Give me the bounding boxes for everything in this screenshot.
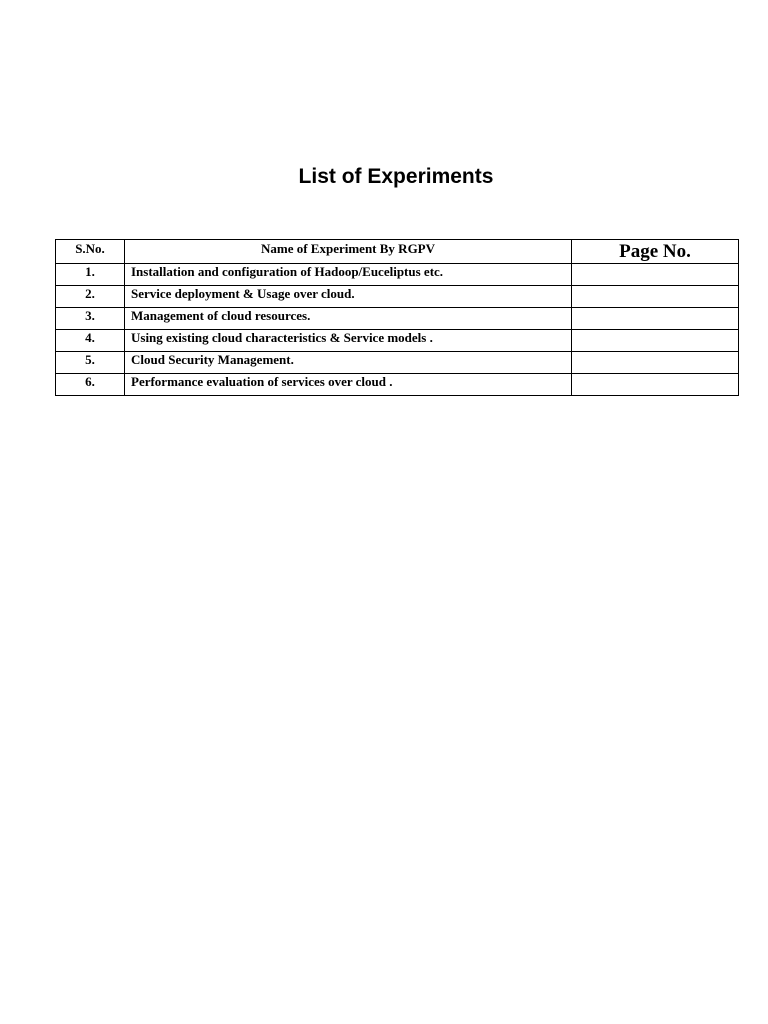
cell-sno: 3.: [56, 308, 125, 330]
table-header-row: [56, 240, 739, 264]
cell-sno: 5.: [56, 352, 125, 374]
cell-experiment-name: Service deployment & Usage over cloud.: [125, 286, 572, 308]
cell-page-no: [572, 374, 739, 396]
cell-experiment-name: Performance evaluation of services over cloud .: [125, 374, 572, 396]
cell-sno: 6.: [56, 374, 125, 396]
cell-experiment-name: Using existing cloud characteristics & Service models .: [125, 330, 572, 352]
cell-sno: 2.: [56, 286, 125, 308]
cell-experiment-name: Management of cloud resources.: [125, 308, 572, 330]
table-row: [56, 374, 739, 396]
cell-page-no: [572, 330, 739, 352]
table-row: [56, 308, 739, 330]
cell-sno: 1.: [56, 264, 125, 286]
cell-experiment-name: Installation and configuration of Hadoop/Euceliptus etc.: [125, 264, 572, 286]
table-row: [56, 286, 739, 308]
cell-page-no: [572, 308, 739, 330]
cell-page-no: [572, 264, 739, 286]
cell-experiment-name: Cloud Security Management.: [125, 352, 572, 374]
table-row: [56, 264, 739, 286]
experiments-table: [55, 239, 739, 396]
header-sno: S.No.: [56, 240, 125, 264]
header-page-no: Page No.: [572, 240, 739, 264]
cell-page-no: [572, 286, 739, 308]
cell-page-no: [572, 352, 739, 374]
table-row: [56, 352, 739, 374]
cell-sno: 4.: [56, 330, 125, 352]
header-experiment-name: Name of Experiment By RGPV: [125, 240, 572, 264]
table-row: [56, 330, 739, 352]
page-title: List of Experiments: [298, 165, 494, 188]
